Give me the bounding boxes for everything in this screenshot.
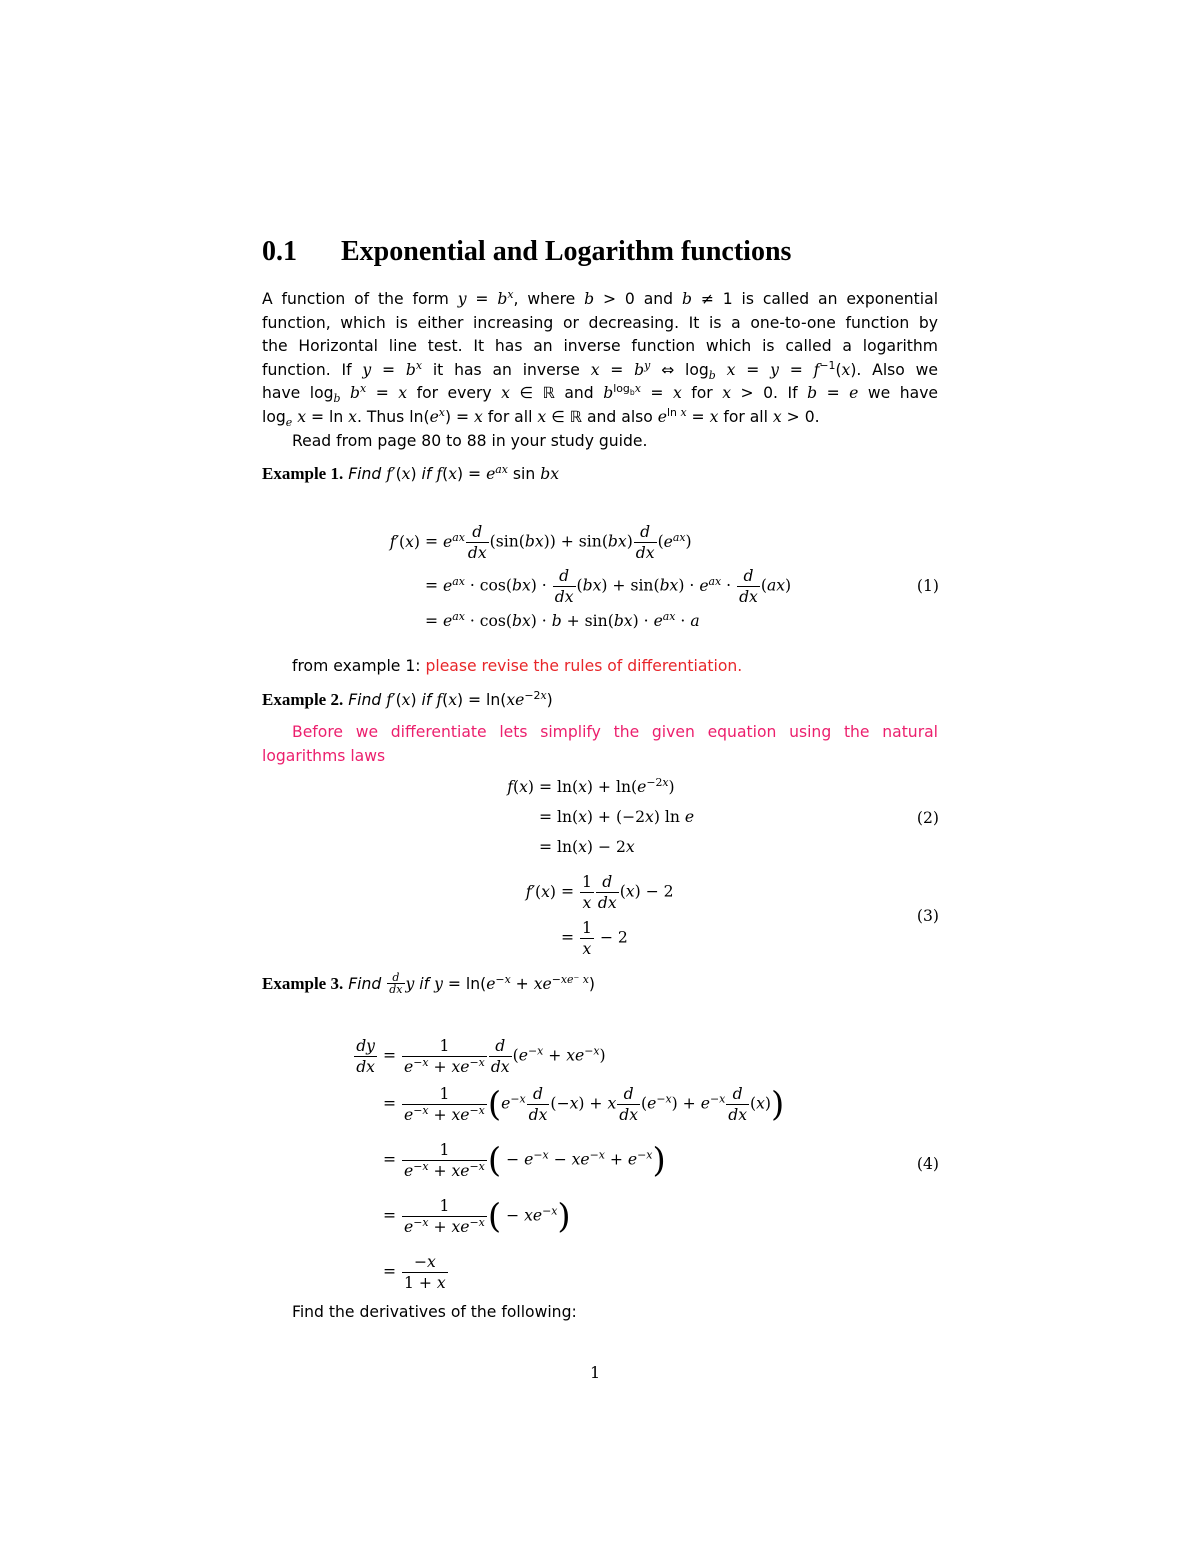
example-2-task-prefix: Find xyxy=(348,691,382,709)
equation-1: $f'(x) = e^{ax}$ $\frac{d}{dx}$ (sin(bx)) + sin(bx) $\frac{d}{dx}$ $(e^{ax})$ = $e^{ax} \cdot \cos(bx)$ · $\frac{d}{dx}$ $(bx) + \sin(bx) \cdot e^{ax}$ · $\frac{d}{dx}$ (ax) = $e^{ax} \cdot \cos(bx) \cdot b + \sin(bx) \cdot e^{ax} \cdot a$ xyxy=(389,523,792,630)
example-2-note-line-1: Before we differentiate lets simplify the given equation using the natural xyxy=(292,723,938,741)
example-1-followup xyxy=(292,657,742,675)
example-1-task-prefix: Find xyxy=(348,465,382,483)
example-2-note-line-2: logarithms laws xyxy=(262,746,386,765)
example-2-label: Example 2. xyxy=(262,690,344,709)
example-1-followup-prefix: from example 1: xyxy=(292,657,421,675)
section-title: Exponential and Logarithm functions xyxy=(341,236,792,267)
example-3-task-prefix: Find xyxy=(348,975,382,993)
example-3-label: Example 3. xyxy=(262,974,344,993)
example-1-followup-note: please revise the rules of differentiation. xyxy=(425,657,743,675)
equation-3-number: (3) xyxy=(916,907,939,925)
equation-2: $f(x) = \ln(x) + \ln(e^{-2x})$ = ln(x) + (−2x) ln e = ln(x) − 2x xyxy=(507,775,695,856)
equation-4-number: (4) xyxy=(916,1155,939,1173)
example-2-note xyxy=(262,721,938,768)
equation-4: $\frac{dy}{dx}$ = $\frac{1}{e^{-x} + xe^{-x}}$ $\frac{d}{dx}$ $(e^{-x} + xe^{-x})$ = $\frac{1}{e^{-x} + xe^{-x}}$ ($e^{-x}$ $\frac{d}{dx}$ (−x) + x $\frac{d}{dx}$ $(e^{-x}) + e^{-x}$ $\frac{d}{dx}$ (x)) = $\frac{1}{e^{-x} + xe^{-x}}$ ( − $e^{-x} - xe^{-x} + e^{-x}$) = $\frac{1}{e^{-x} + xe^{-x}}$ ( − $xe^{-x}$) = $\frac{-x}{1 + x}$ xyxy=(356,1037,785,1292)
section-number: 0.1 xyxy=(262,236,297,267)
equation-2-number: (2) xyxy=(916,809,939,827)
equation-3: f′(x) = $\frac{1}{x}$ $\frac{d}{dx}$ (x) − 2 = $\frac{1}{x}$ − 2 xyxy=(525,873,674,958)
equation-1-number: (1) xyxy=(916,577,939,595)
example-2-heading: Example 2. Find f′(x) if $f(x) = \ln(xe^{-2x})$ xyxy=(262,688,553,709)
example-1-heading: Example 1. Find f′(x) if $f(x) = e^{ax}$ sin bx xyxy=(262,462,559,483)
reading-note: Read from page 80 to 88 in your study guide. xyxy=(292,431,648,450)
example-1-label: Example 1. xyxy=(262,464,344,483)
section-heading xyxy=(262,236,962,268)
exercise-prompt: Find the derivatives of the following: xyxy=(292,1303,577,1321)
example-3-heading: Example 3. Find $\frac{d}{dx}$ y if $y = \ln(e^{-x} + xe^{-xe^- x})$ xyxy=(262,971,595,996)
intro-paragraph: A function of the form $y = b^x$, where b > 0 and b ≠ 1 is called an exponential function, which is either increasing or decreasing. It is a one-to-one function by the Horizontal line test. It has an inverse function which is called a logarithm function. If $y = b^x$ it has an inverse $x = b^y$ ⇔ $\log_b x = y = f^{-1}(x)$. Also we have $\log_b b^x = x$ for every x ∈ ℝ and $b^{log_bx} = x$ for x > 0. If b = e we have $\log_e x = \ln x$. Thus $\ln(e^x) = x$ for all x ∈ ℝ and also $e^{ln x} = x$ for all x > 0. Read from page 80 to 88 in your study guide. xyxy=(262,288,938,453)
page-number: 1 xyxy=(590,1363,601,1382)
